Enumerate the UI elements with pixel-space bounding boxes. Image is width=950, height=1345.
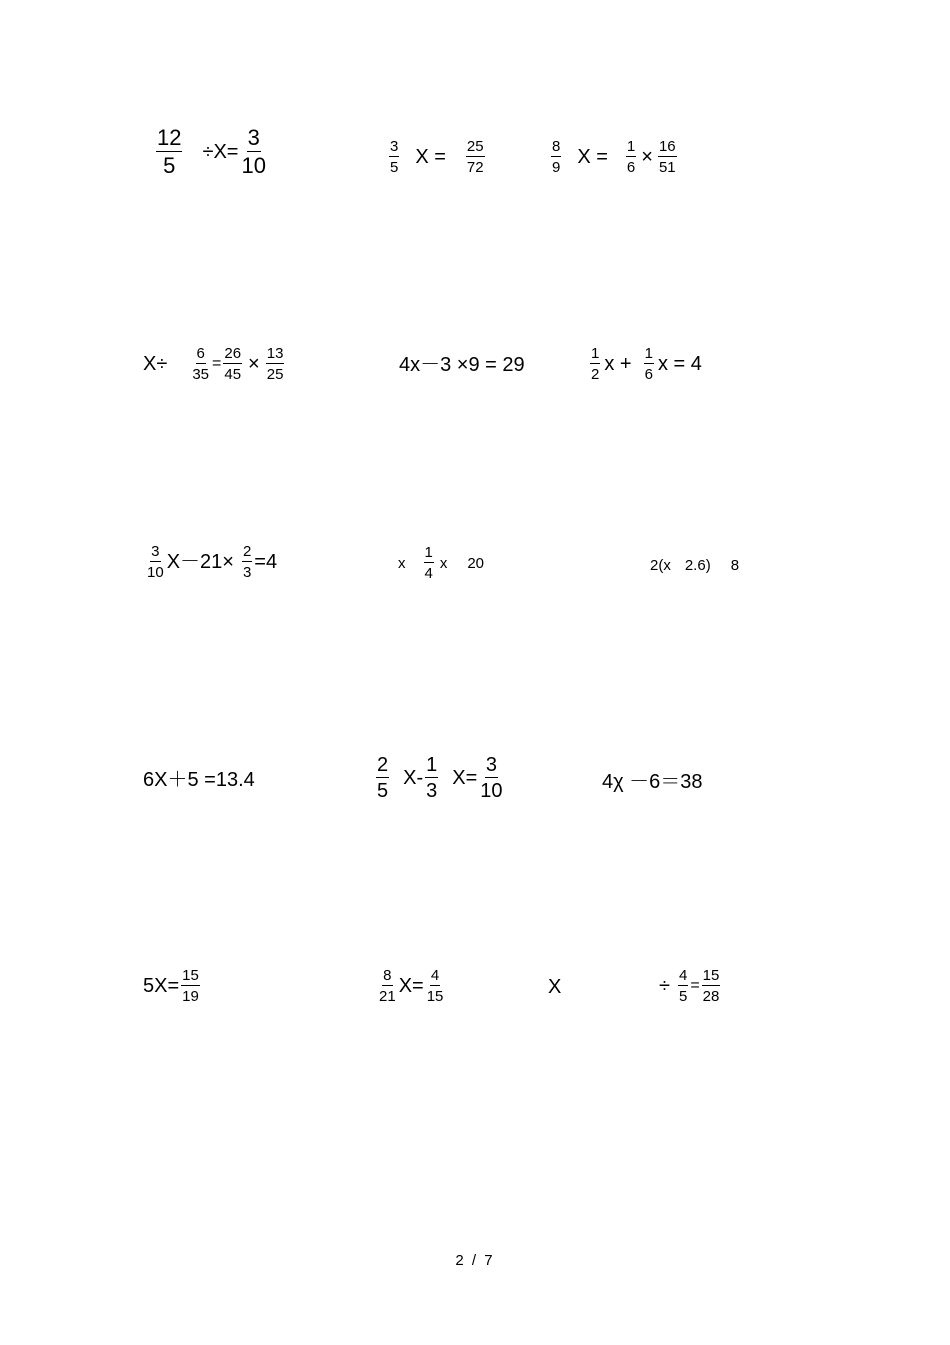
page-number: 2 / 7	[455, 1252, 495, 1269]
equation-text: X =	[577, 146, 608, 168]
equation-text: X=	[452, 767, 478, 789]
equation-5-4	[659, 968, 722, 1004]
equation-text: 5X=	[143, 975, 180, 997]
equation-text: X－21×	[166, 551, 234, 573]
fraction: $\frac{1}{4}$	[424, 544, 433, 582]
equation-4-1	[143, 770, 255, 790]
equation-text: =4	[254, 551, 278, 573]
equation-text: ×	[641, 146, 653, 168]
equation-1-1	[154, 127, 269, 177]
equation-1-2	[387, 139, 487, 175]
fraction: $\frac{26}{45}$	[224, 345, 242, 383]
fraction: $\frac{8}{9}$	[552, 138, 561, 176]
equation-3-1	[144, 544, 277, 580]
equation-text: =	[212, 355, 222, 372]
fraction: $\frac{6}{35}$	[192, 345, 210, 383]
fraction: $\frac{12}{5}$	[157, 125, 182, 178]
equation-text: x	[439, 554, 448, 572]
equation-text: x	[398, 554, 406, 572]
fraction: $\frac{25}{72}$	[466, 138, 484, 176]
equation-2-1	[143, 346, 286, 382]
equation-text: x +	[604, 353, 632, 375]
equation-2-2	[399, 355, 525, 375]
equation-text: 4x－3 ×9 = 29	[399, 354, 525, 376]
equation-3-2	[398, 545, 484, 581]
equation-text: X÷	[143, 353, 168, 375]
equation-text: 2.6)	[684, 557, 711, 574]
equation-text: X-	[403, 767, 424, 789]
equation-1-3	[549, 139, 679, 175]
equation-3-3	[650, 558, 739, 573]
fraction: $\frac{2}{5}$	[377, 754, 389, 802]
fraction: $\frac{13}{25}$	[266, 345, 284, 383]
fraction: $\frac{2}{3}$	[242, 543, 252, 581]
equation-4-2	[374, 755, 506, 801]
equation-text: 4χ －6＝38	[602, 771, 703, 793]
fraction: $\frac{3}{5}$	[390, 138, 399, 176]
equation-5-3	[548, 977, 561, 997]
equation-text: X =	[415, 146, 446, 168]
fraction: $\frac{16}{51}$	[658, 138, 676, 176]
equation-text: x = 4	[657, 353, 702, 375]
fraction: $\frac{4}{15}$	[426, 967, 444, 1005]
fraction: $\frac{3}{10}$	[241, 125, 266, 178]
equation-text: ×	[248, 353, 260, 375]
fraction: $\frac{8}{21}$	[379, 967, 396, 1005]
fraction: $\frac{1}{2}$	[591, 345, 600, 383]
equation-text: 6X＋5 =13.4	[143, 769, 255, 791]
equation-text: 2(x	[650, 557, 671, 574]
fraction: $\frac{1}{3}$	[426, 754, 438, 802]
equation-text: 20	[467, 554, 485, 572]
fraction: $\frac{3}{10}$	[480, 754, 503, 802]
equation-5-1	[143, 968, 202, 1004]
equation-text: X	[548, 976, 562, 998]
equation-5-2	[376, 968, 446, 1004]
equation-text: X=	[398, 975, 424, 997]
fraction: $\frac{15}{19}$	[182, 967, 199, 1005]
fraction: $\frac{15}{28}$	[702, 967, 720, 1005]
equation-text: ÷X=	[202, 141, 239, 163]
equation-4-3	[602, 772, 703, 792]
equation-2-3	[588, 346, 702, 382]
equation-text: =	[690, 977, 700, 994]
fraction: $\frac{3}{10}$	[147, 543, 164, 581]
fraction: $\frac{4}{5}$	[678, 967, 688, 1005]
equation-text: 8	[730, 557, 740, 574]
fraction: $\frac{1}{6}$	[626, 138, 636, 176]
fraction: $\frac{1}{6}$	[644, 345, 653, 383]
equation-text: ÷	[659, 975, 670, 997]
